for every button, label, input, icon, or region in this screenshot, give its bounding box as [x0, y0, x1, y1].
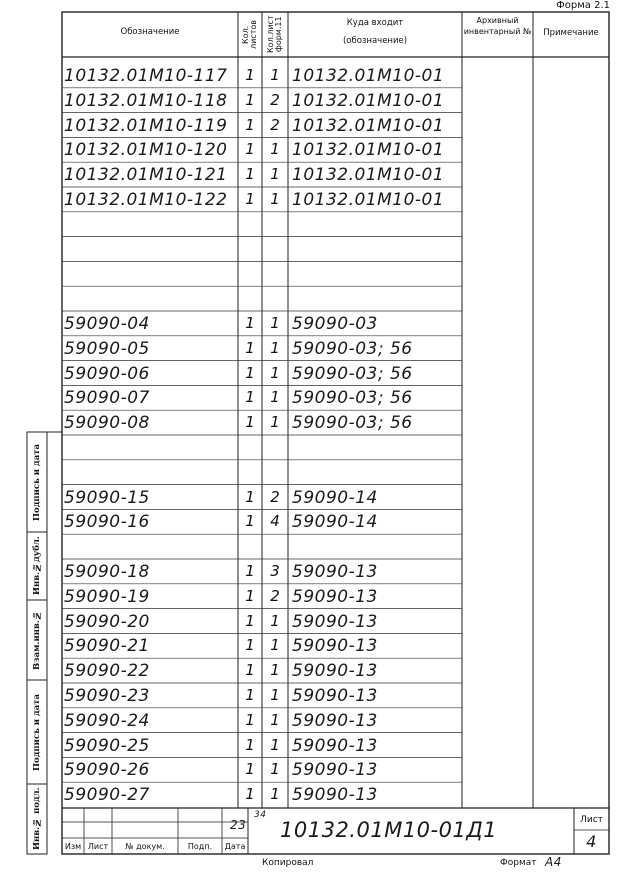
cell-sheets: 1 [245, 487, 255, 506]
cell-designation: 10132.01М10-120 [64, 140, 228, 161]
cell-designation: 59090-08 [64, 413, 150, 434]
cell-designation: 10132.01М10-119 [64, 115, 228, 136]
header-archive-no: Архивный инвентарный № [463, 16, 532, 36]
cell-designation: 59090-22 [64, 661, 150, 682]
cell-target: 59090-13 [292, 586, 378, 607]
tb-data: Дата [224, 842, 246, 851]
cell-target: 10132.01М10-01 [292, 165, 445, 186]
cell-target: 59090-14 [292, 487, 378, 508]
cell-designation: 59090-20 [64, 611, 150, 632]
cell-sheets: 1 [245, 785, 255, 804]
tb-document-code: 10132.01М10-01Д1 [280, 818, 498, 842]
cell-sheets: 1 [245, 611, 255, 630]
cell-target: 59090-13 [292, 735, 378, 756]
cell-target: 59090-13 [292, 661, 378, 682]
cell-designation: 59090-06 [64, 363, 150, 384]
cell-target: 10132.01М10-01 [292, 90, 445, 111]
cell-target: 59090-13 [292, 562, 378, 582]
cell-sheets-f11: 1 [270, 363, 280, 382]
cell-sheets-f11: 1 [270, 140, 280, 159]
cell-target: 59090-13 [292, 785, 378, 806]
tb-sheet-label: Лист [580, 815, 603, 825]
cell-sheets: 1 [245, 636, 255, 655]
cell-sheets-f11: 1 [270, 735, 280, 754]
cell-target: 59090-03; 56 [292, 388, 413, 409]
header-sheets: Кол. листов [241, 20, 258, 49]
side-inv-dubl: Инв.№дубл. [32, 536, 42, 596]
cell-sheets-f11: 1 [270, 611, 280, 630]
cell-target: 59090-13 [292, 760, 378, 781]
cell-target: 59090-13 [292, 710, 378, 731]
cell-designation: 10132.01М10-121 [64, 165, 228, 186]
cell-designation: 59090-26 [64, 760, 150, 781]
cell-sheets-f11: 1 [270, 314, 280, 332]
side-sign-date-bottom: Подпись и дата [32, 693, 42, 771]
cell-sheets: 1 [245, 661, 255, 680]
cell-target: 10132.01М10-01 [292, 190, 445, 210]
header-designation: Обозначение [120, 27, 180, 37]
cell-target: 59090-03; 56 [292, 413, 413, 434]
footer-format-label: Формат [500, 858, 537, 868]
cell-sheets: 1 [245, 314, 255, 332]
header-target-line1: Куда входит [346, 18, 404, 28]
cell-sheets-f11: 1 [270, 760, 280, 779]
cell-sheets-f11: 1 [270, 66, 280, 84]
cell-target: 59090-13 [292, 686, 378, 706]
cell-sheets: 1 [245, 586, 255, 605]
cell-sheets-f11: 1 [270, 413, 280, 432]
cell-sheets-f11: 1 [270, 338, 280, 357]
cell-designation: 59090-16 [64, 512, 150, 533]
cell-sheets: 1 [245, 388, 255, 407]
cell-sheets: 1 [245, 413, 255, 432]
cell-sheets: 1 [245, 115, 255, 134]
cell-designation: 59090-25 [64, 735, 150, 756]
cell-designation: 59090-19 [64, 586, 150, 607]
cell-sheets: 1 [245, 190, 255, 208]
cell-sheets: 1 [245, 140, 255, 159]
cell-sheets-f11: 4 [270, 512, 280, 531]
cell-target: 59090-03 [292, 314, 378, 334]
cell-sheets-f11: 1 [270, 785, 280, 804]
tb-sheet-no: 4 [586, 832, 597, 851]
side-vzam-inv: Взам.инв.№ [32, 610, 42, 670]
cell-designation: 59090-23 [64, 686, 150, 706]
cell-target: 59090-03; 56 [292, 338, 413, 359]
cell-sheets: 1 [245, 512, 255, 531]
cell-sheets-f11: 1 [270, 165, 280, 184]
cell-target: 59090-13 [292, 636, 378, 657]
cell-sheets-f11: 1 [270, 636, 280, 655]
cell-sheets: 1 [245, 710, 255, 729]
tb-podp: Подп. [187, 842, 213, 851]
cell-designation: 59090-15 [64, 487, 150, 508]
cell-target: 59090-14 [292, 512, 378, 533]
form-label: Форма 2.1 [556, 0, 610, 11]
cell-sheets-f11: 1 [270, 388, 280, 407]
cell-designation: 59090-24 [64, 710, 150, 731]
cell-sheets: 1 [245, 686, 255, 704]
cell-designation: 10132.01М10-122 [64, 190, 228, 210]
cell-designation: 59090-04 [64, 314, 150, 334]
cell-sheets-f11: 2 [270, 90, 280, 109]
cell-sheets-f11: 3 [270, 562, 280, 580]
cell-designation: 59090-07 [64, 388, 150, 409]
cell-target: 59090-13 [292, 611, 378, 632]
cell-designation: 59090-27 [64, 785, 150, 806]
cell-target: 10132.01М10-01 [292, 115, 445, 136]
cell-sheets: 1 [245, 66, 255, 84]
cell-sheets-f11: 1 [270, 661, 280, 680]
header-target-line2: (обозначение) [342, 36, 408, 46]
header-note: Примечание [543, 28, 599, 38]
header-sheets-f11: Кол.лист форм.11 [266, 15, 283, 54]
cell-designation: 59090-05 [64, 338, 150, 359]
cell-sheets-f11: 2 [270, 586, 280, 605]
cell-sheets: 1 [245, 562, 255, 580]
cell-sheets-f11: 2 [270, 115, 280, 134]
cell-target: 59090-03; 56 [292, 363, 413, 384]
tb-doc-no: № докум. [125, 842, 165, 851]
cell-sheets: 1 [245, 735, 255, 754]
cell-sheets-f11: 2 [270, 487, 280, 506]
tb-list: Лист [87, 842, 109, 851]
cell-designation: 10132.01М10-118 [64, 90, 228, 111]
tb-num-left: 23 [230, 818, 247, 832]
cell-sheets: 1 [245, 90, 255, 109]
cell-designation: 10132.01М10-117 [64, 66, 228, 86]
cell-sheets: 1 [245, 363, 255, 382]
cell-sheets: 1 [245, 165, 255, 184]
cell-designation: 59090-18 [64, 562, 150, 582]
cell-sheets: 1 [245, 338, 255, 357]
side-inv-podl: Инв.№ подл. [32, 787, 42, 851]
cell-target: 10132.01М10-01 [292, 140, 445, 161]
footer-format-value: А4 [545, 855, 562, 869]
cell-sheets: 1 [245, 760, 255, 779]
footer-copied: Копировал [262, 858, 314, 868]
side-sign-date-top: Подпись и дата [32, 443, 42, 521]
cell-designation: 59090-21 [64, 636, 150, 657]
cell-sheets-f11: 1 [270, 710, 280, 729]
tb-num-small: 34 [254, 810, 267, 820]
cell-sheets-f11: 1 [270, 686, 280, 704]
cell-sheets-f11: 1 [270, 190, 280, 208]
tb-izm: Изм [64, 842, 82, 851]
cell-target: 10132.01М10-01 [292, 66, 445, 86]
